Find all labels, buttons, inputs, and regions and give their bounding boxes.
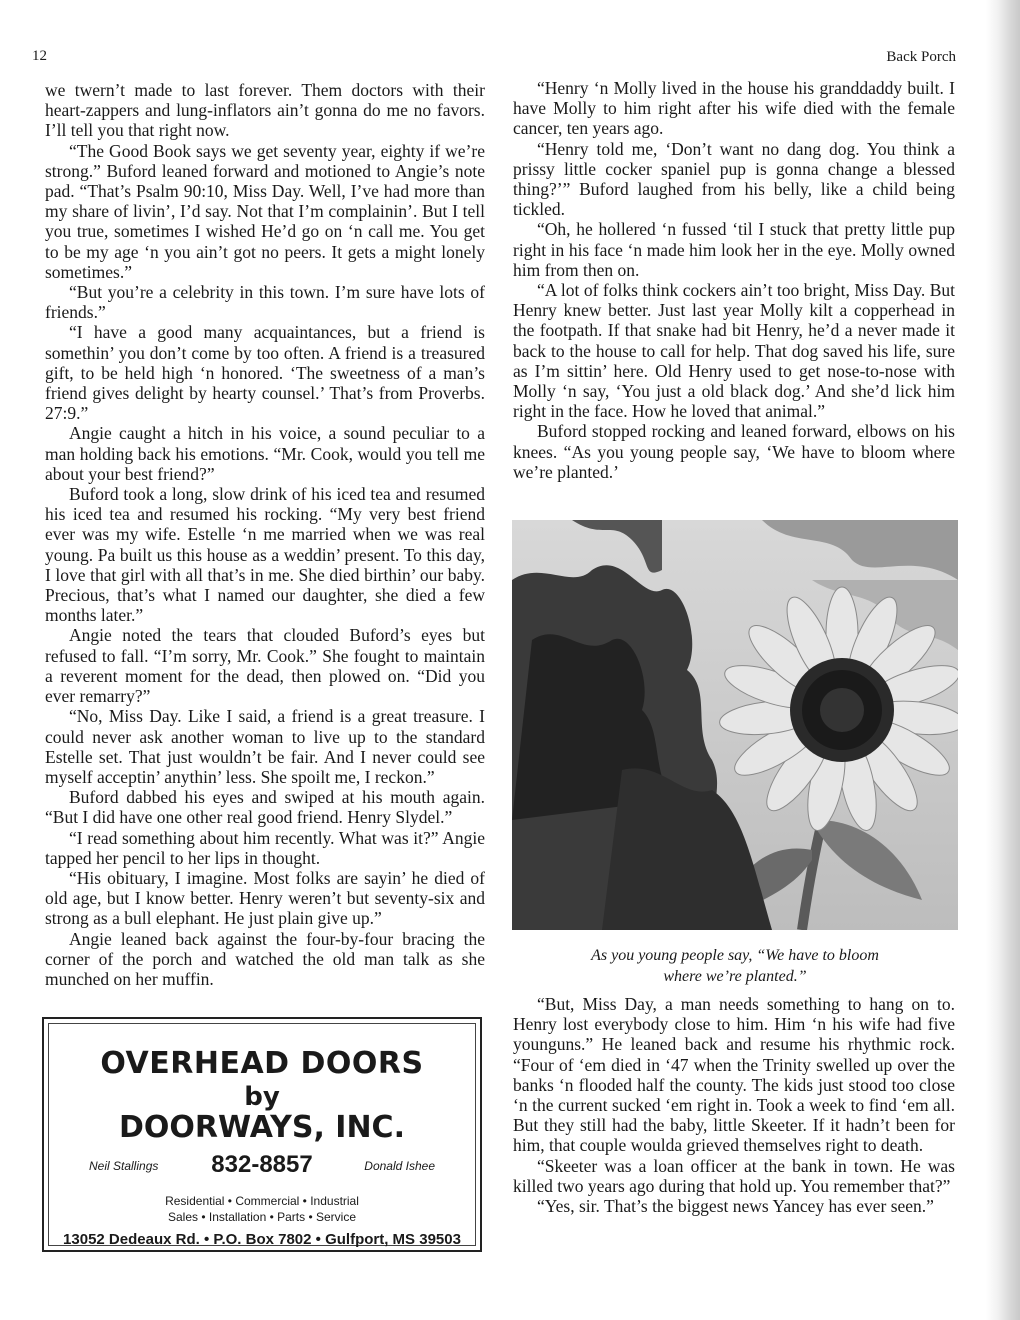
paragraph: “Henry ‘n Molly lived in the house his granddaddy built. I have Molly to him right after his wife died with the female cancer, ten years ago.	[513, 78, 955, 139]
paragraph: Angie caught a hitch in his voice, a sound peculiar to a man holding back his emotions. “Mr. Cook, would you tell me about your best friend?”	[45, 423, 485, 484]
right-column-top	[513, 78, 955, 482]
ad-title: OVERHEAD DOORS	[100, 1046, 424, 1081]
ad-phone: 832-8857	[211, 1151, 313, 1178]
paragraph: “But you’re a celebrity in this town. I’m sure have lots of friends.”	[45, 282, 485, 323]
photo-caption	[512, 945, 958, 987]
ad-company: DOORWAYS, INC.	[119, 1110, 405, 1145]
paragraph: “Oh, he hollered ‘n fussed ‘til I stuck that pretty little pup right in his face ‘n made him look her in the eye. Molly owned him from then on.	[513, 219, 955, 280]
right-column-bottom	[513, 994, 955, 1216]
sunflower-photo	[512, 520, 958, 930]
ad-services-line: Sales • Installation • Parts • Service	[167, 1210, 356, 1224]
paragraph: Angie noted the tears that clouded Buford’s eyes but refused to fall. “I’m sorry, Mr. Cook.” She fought to maintain a reverent moment for the dead, then plowed on. “Did you ever remarry?”	[45, 625, 485, 707]
paragraph: “A lot of folks think cockers ain’t too bright, Miss Day. But Henry knew better. Just last year Molly kilt a copperhead in the footpath. If that snake had bit Henry, he’d a never made it back to the house to call for help. That dog saved his life, sure as I’m sittin’ here. Old Henry used to get nose-to-nose with Molly ‘n say, ‘You just a old black dog.’ And she’d lick him right in the face. How he loved that animal.”	[513, 280, 955, 422]
section-title: Back Porch	[886, 49, 956, 65]
paragraph: “Henry told me, ‘Don’t want no dang dog. You think a prissy little cocker spaniel pup is gonna change a blessed thing?’” Buford laughed from his belly, like a child being tickled.	[513, 138, 955, 220]
paragraph: “No, Miss Day. Like I said, a friend is a great treasure. I could never ask another woman to live up to the standard Estelle set. That just wouldn’t be fair. And I never could see myself acceptin’ anythin’ less. She spoilt me, I reckon.”	[45, 706, 485, 787]
paragraph: “I read something about him recently. What was it?” Angie tapped her pencil to her lips in thought.	[45, 827, 485, 868]
advertisement-inner-border	[48, 1023, 476, 1246]
paragraph: “Yes, sir. That’s the biggest news Yancey has ever seen.”	[537, 1196, 934, 1217]
ad-contact-right: Donald Ishee	[364, 1159, 435, 1173]
paragraph: we twern’t made to last forever. Them doctors with their heart-zappers and lung-inflators ain’t gonna do me no favors. I’ll tell you that right now.	[45, 80, 485, 141]
page-gutter-shadow	[986, 0, 1020, 1320]
paragraph: Buford stopped rocking and leaned forward, elbows on his knees. “As you young people say, ‘We have to bloom where we’re planted.’	[513, 421, 955, 482]
left-column	[45, 80, 485, 989]
page-number: 12	[32, 48, 47, 64]
caption-line: where we’re planted.”	[663, 968, 807, 985]
paragraph: “His obituary, I imagine. Most folks are sayin’ he died of old age, but I know better. Henry weren’t but seventy-six and strong as a bull elephant. He just plain give up.”	[45, 867, 485, 929]
caption-line: As you young people say, “We have to bloom	[591, 947, 879, 964]
paragraph: “But, Miss Day, a man needs something to hang on to. Henry lost everybody close to him. Him ‘n his wife had five younguns.” He leaned back and resume his rhythmic rock. “Four of ‘em died in ‘47 when the Trinity swelled up over the banks ‘n flooded half the county. The kids just stood too close ‘n the current sucked ‘em right in. Took a week to find ‘em all. But they still had the baby, little Skeeter. If it hadn’t been for him, that couple woulda grieved themselves right to death.	[513, 994, 955, 1156]
paragraph: Buford took a long, slow drink of his iced tea and resumed his iced tea and resumed his rocking. “My very best friend ever was my wife. Estelle ‘n me married when we was real young. Pa built us this house as a weddin’ present. To this day, I love that girl with all that’s in me. She died birthin’ our baby. Precious, that’s what I named our daughter, she died a few months later.”	[45, 484, 485, 626]
paragraph: “The Good Book says we get seventy year, eighty if we’re strong.” Buford leaned forward and motioned to Angie’s note pad. “That’s Psalm 90:10, Miss Day. Well, I’ve had more than my share of livin’, I’d say. Not that I’m complainin’. But I tell you true, sometimes I wished He’d go on ‘n call me. You get to be my age ‘n you ain’t got no peers. It gets a might lonely sometimes.”	[45, 140, 485, 282]
sunflower-photo-icon	[512, 520, 958, 930]
ad-services-line: Residential • Commercial • Industrial	[165, 1194, 359, 1208]
paragraph: Angie leaned back against the four-by-four bracing the corner of the porch and watched the old man talk as she munched on her muffin.	[45, 928, 485, 989]
ad-address: 13052 Dedeaux Rd. • P.O. Box 7802 • Gulfport, MS 39503	[63, 1231, 461, 1248]
advertisement-box	[42, 1017, 482, 1252]
paragraph: “Skeeter was a loan officer at the bank in town. He was killed two years ago during that hold up. You remember that?”	[513, 1155, 955, 1196]
paragraph: Buford dabbed his eyes and swiped at his mouth again. “But I did have one other real good friend. Henry Slydel.”	[45, 787, 485, 828]
ad-contact-left: Neil Stallings	[89, 1159, 159, 1173]
paragraph: “I have a good many acquaintances, but a friend is somethin’ you don’t come by too often. A friend is a treasured gift, to be held high ‘n honored. ‘The sweetness of a man’s friend gives delight by hearty counsel.’ That’s from Proverbs. 27:9.”	[45, 322, 485, 424]
ad-by: by	[244, 1082, 280, 1112]
